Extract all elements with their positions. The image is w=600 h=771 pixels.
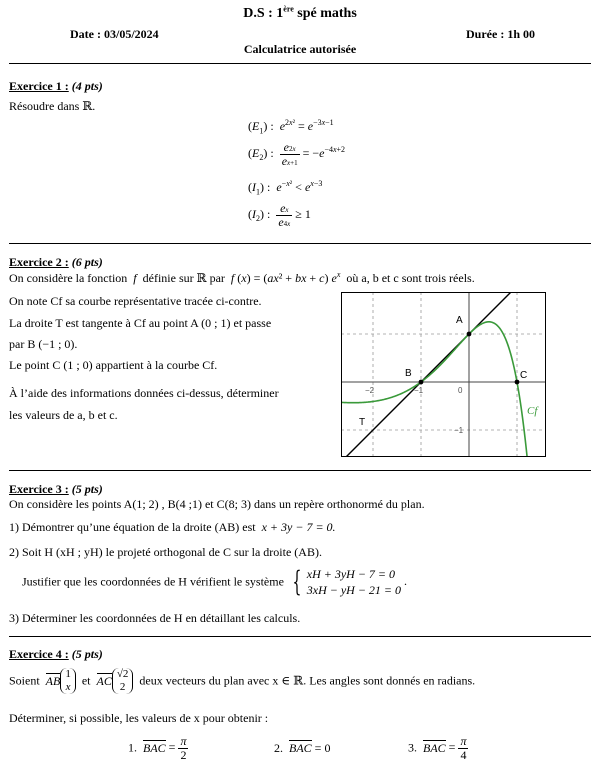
ex2-line7: les valeurs de a, b et c. [9,408,118,422]
doc-title: D.S : 1ère spé maths [243,4,357,21]
ex1-rule [9,243,591,244]
ex3-system: Justifier que les coordonnées de H vérifient le système { xH + 3yH − 7 = 0 3xH − yH − 21 = 0 . [22,565,408,599]
doc-duration: Durée : 1h 00 [466,27,535,41]
ex4-heading: Exercice 4 : (5 pts) [9,647,103,661]
ex3-question1: 1) Démontrer qu’une équation de la droite (AB) est x + 3y − 7 = 0. [9,520,336,534]
ex4-instruction: Déterminer, si possible, les valeurs de x pour obtenir : [9,711,269,725]
ex4-vectors: Soient AB 1 x et AC √2 2 deux vecteurs du plan avec x ∈ ℝ. Les angles sont donnés en radians. [9,668,476,694]
ex3-question2: 2) Soit H (xH ; yH) le projeté orthogonal de C sur la droite (AB). [9,545,322,559]
ex2-line6: À l’aide des informations données ci-dessus, déterminer [9,386,279,400]
inequation-I1: $(I_1)$ : $e^{-x^2} < e^{x-3}$ [248,179,323,197]
label-T: T [359,417,366,428]
ex3-points: On considère les points A(1; 2) , B(4 ;1) et C(8; 3) dans un repère orthonormé du plan. [9,497,425,511]
ex4-case2: 2. BAC = 0 [274,741,331,755]
tick-x-minus1: −1 [414,386,424,395]
ex2-line3: La droite T est tangente à Cf au point A (0 ; 1) et passe [9,316,272,330]
ex4-case1: 1. BAC = $\frac{\pi}{2}$ [128,734,187,762]
ex3-rule [9,636,591,637]
ex4-case3: 3. BAC = $\frac{\pi}{4}$ [408,734,467,762]
label-A: A [456,315,463,326]
doc-date: Date : 03/05/2024 [70,27,159,41]
tick-origin: 0 [458,386,463,395]
point-A [467,332,472,337]
function-graph [341,292,546,457]
ex3-question3: 3) Déterminer les coordonnées de H en détaillant les calculs. [9,611,301,625]
ex1-instruction: Résoudre dans ℝ. [9,99,96,113]
ex3-heading: Exercice 3 : (5 pts) [9,482,103,496]
header-rule [9,63,591,64]
ex2-heading: Exercice 2 : (6 pts) [9,255,103,269]
ex1-heading: Exercice 1 : (4 pts) [9,79,103,93]
point-C [515,380,520,385]
inequation-I2: $(I_2)$ : $\frac{ex}{e4x}$ ≥ 1 [248,201,311,229]
equation-E1: $(E_1)$ : $e^{2x^2} = e^{-3x-1}$ [248,118,334,136]
tick-y-minus1: −1 [454,426,464,435]
ex2-rule [9,470,591,471]
ex2-line5: Le point C (1 ; 0) appartient à la courbe Cf. [9,358,218,372]
tick-x-minus2: −2 [365,386,375,395]
ex2-line2: On note Cf sa courbe représentative tracée ci-contre. [9,294,262,308]
ex2-function-definition: On considère la fonction f définie sur ℝ par f (x) = (ax² + bx + c) $e^x$ où a, b et c sont trois réels. [9,270,475,285]
label-B: B [405,368,412,379]
point-B [419,380,424,385]
label-C: C [520,370,528,381]
label-Cf: Cf [527,405,538,417]
ex2-line4: par B (−1 ; 0). [9,337,78,351]
doc-calculator-note: Calculatrice autorisée [243,42,357,56]
equation-E2: $(E_2)$ : $\frac{e2x}{ex+1}$ = $-e^{-4x+2}$ [248,140,346,168]
